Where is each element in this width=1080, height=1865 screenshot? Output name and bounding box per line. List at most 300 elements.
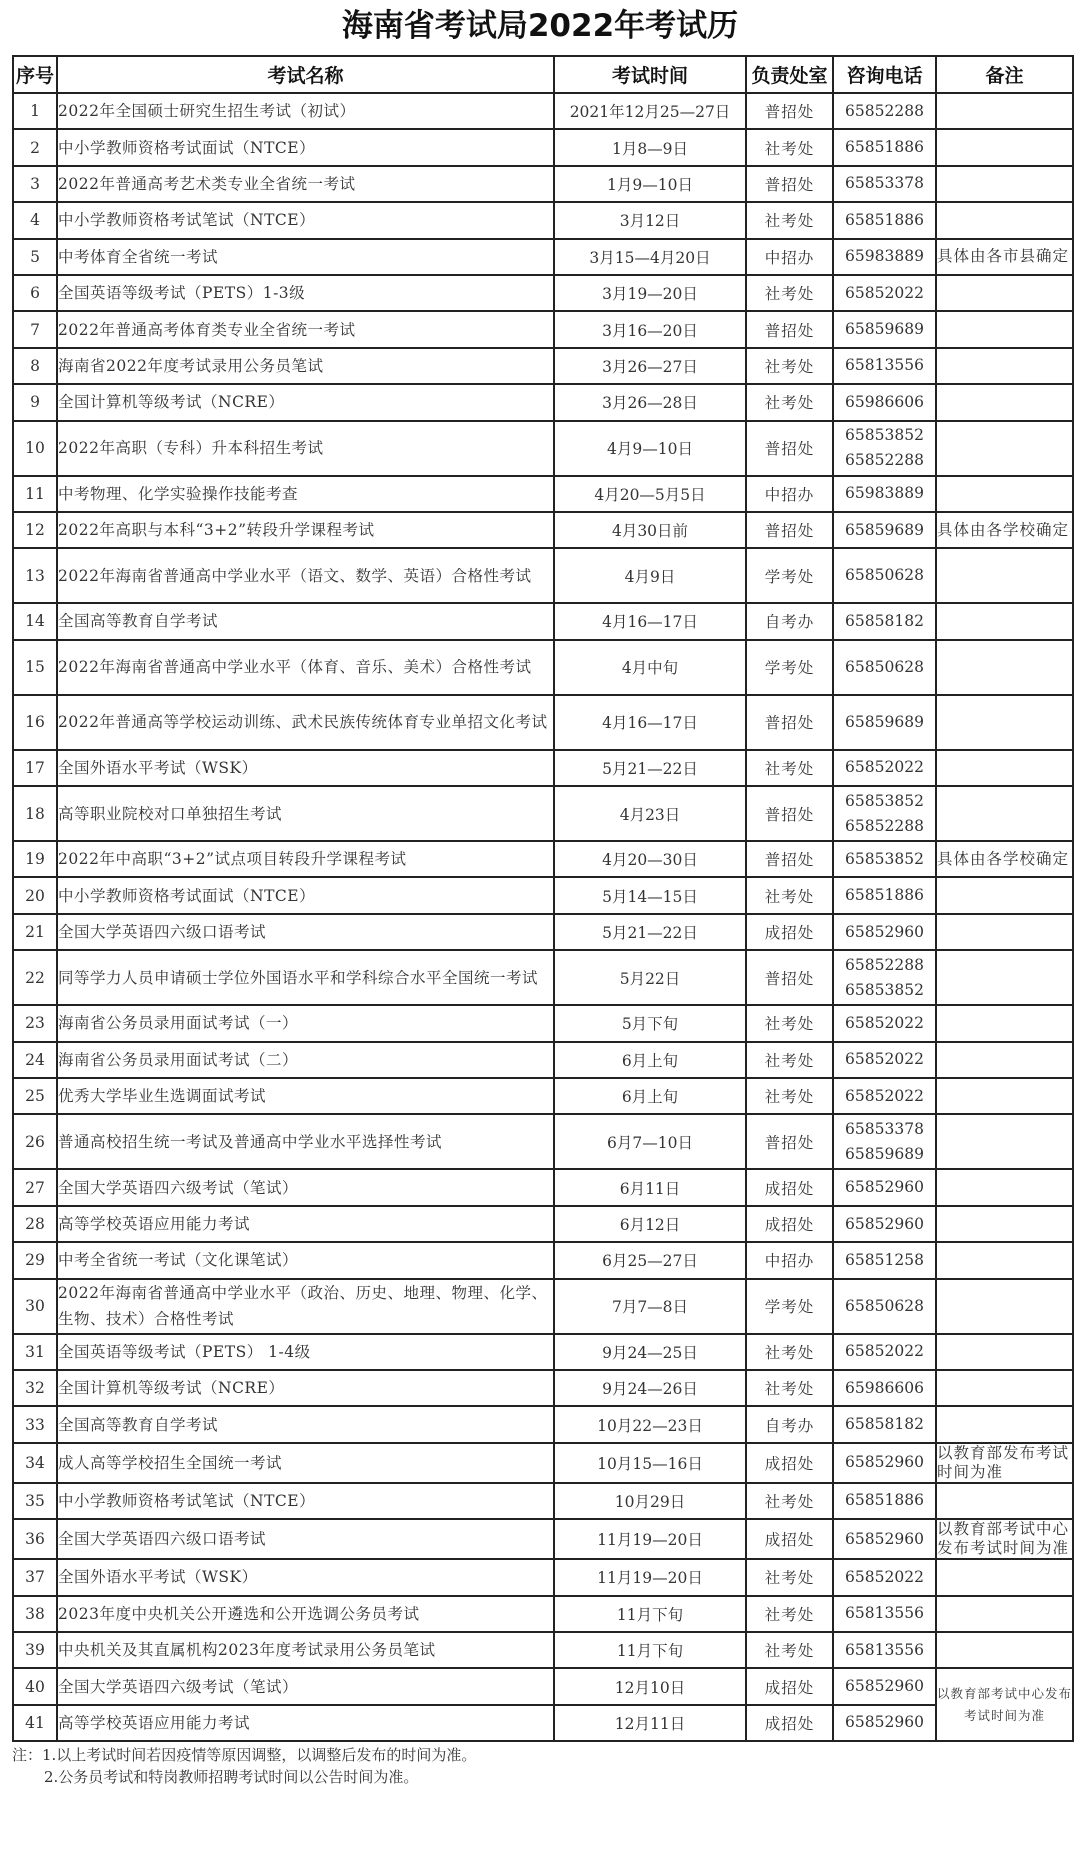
phone-cell [833, 202, 936, 238]
phone-cell [833, 1443, 936, 1483]
table-row [13, 1206, 1073, 1242]
phone-number: 65851886 [845, 210, 924, 229]
phone-number: 65851886 [845, 138, 924, 157]
row-number: 34 [13, 1443, 57, 1483]
note-cell [936, 1406, 1073, 1442]
table-header-row [13, 56, 1073, 93]
table-row [13, 1705, 1073, 1741]
exam-time: 12月10日 [554, 1668, 746, 1704]
phone-cell [833, 877, 936, 913]
exam-time: 3月16—20日 [554, 311, 746, 347]
note-cell [936, 384, 1073, 420]
exam-time: 6月上旬 [554, 1042, 746, 1078]
exam-name: 中考全省统一考试（文化课笔试） [57, 1242, 554, 1278]
phone-cell [833, 384, 936, 420]
exam-time: 4月23日 [554, 786, 746, 841]
row-number: 31 [13, 1334, 57, 1370]
note-cell [936, 640, 1073, 695]
note-cell [936, 202, 1073, 238]
table-row [13, 93, 1073, 129]
phone-cell [833, 93, 936, 129]
phone-cell [833, 950, 936, 1005]
row-number: 1 [13, 93, 57, 129]
phone-cell [833, 1114, 936, 1169]
exam-time: 6月12日 [554, 1206, 746, 1242]
exam-time: 4月中旬 [554, 640, 746, 695]
department: 普招处 [746, 421, 833, 476]
exam-name: 同等学力人员申请硕士学位外国语水平和学科综合水平全国统一考试 [57, 950, 554, 1005]
exam-time: 5月下旬 [554, 1005, 746, 1041]
exam-time: 6月25—27日 [554, 1242, 746, 1278]
department: 成招处 [746, 1519, 833, 1559]
exam-time: 12月11日 [554, 1705, 746, 1741]
exam-time: 4月9—10日 [554, 421, 746, 476]
phone-cell [833, 1206, 936, 1242]
department: 社考处 [746, 1042, 833, 1078]
table-row [13, 1483, 1073, 1519]
row-number: 40 [13, 1668, 57, 1704]
table-row [13, 877, 1073, 913]
phone-number: 65851258 [845, 1250, 924, 1269]
note-cell [936, 93, 1073, 129]
table-row [13, 275, 1073, 311]
note-cell [936, 914, 1073, 950]
phone-cell [833, 1406, 936, 1442]
department: 社考处 [746, 129, 833, 165]
exam-name: 2023年度中央机关公开遴选和公开选调公务员考试 [57, 1596, 554, 1632]
header-no: 序号 [13, 56, 57, 93]
department: 成招处 [746, 1206, 833, 1242]
exam-time: 9月24—25日 [554, 1334, 746, 1370]
department: 社考处 [746, 877, 833, 913]
phone-number: 65852960 [845, 1178, 924, 1197]
row-number: 14 [13, 603, 57, 639]
exam-time: 5月21—22日 [554, 750, 746, 786]
row-number: 26 [13, 1114, 57, 1169]
header-name: 考试名称 [57, 56, 554, 93]
note-cell [936, 1042, 1073, 1078]
exam-name: 全国大学英语四六级口语考试 [57, 1519, 554, 1559]
exam-time: 11月19—20日 [554, 1519, 746, 1559]
phone-number: 65852022 [845, 1050, 924, 1069]
table-row [13, 841, 1073, 877]
exam-time: 10月22—23日 [554, 1406, 746, 1442]
note-cell [936, 275, 1073, 311]
phone-cell [833, 1334, 936, 1370]
row-number: 28 [13, 1206, 57, 1242]
table-row [13, 1169, 1073, 1205]
note-cell [936, 750, 1073, 786]
phone-number: 65852288 [845, 816, 924, 835]
department: 社考处 [746, 275, 833, 311]
exam-name: 2022年中高职“3+2”试点项目转段升学课程考试 [57, 841, 554, 877]
department: 社考处 [746, 750, 833, 786]
phone-number: 65852022 [845, 758, 924, 777]
exam-name: 全国大学英语四六级口语考试 [57, 914, 554, 950]
exam-time: 1月8—9日 [554, 129, 746, 165]
phone-cell [833, 421, 936, 476]
department: 社考处 [746, 1596, 833, 1632]
table-row [13, 1632, 1073, 1668]
exam-time: 6月上旬 [554, 1078, 746, 1114]
note-cell: 以教育部发布考试时间为准 [936, 1443, 1073, 1483]
exam-name: 2022年高职与本科“3+2”转段升学课程考试 [57, 512, 554, 548]
row-number: 16 [13, 695, 57, 750]
table-body [13, 93, 1073, 1741]
note-cell [936, 1206, 1073, 1242]
exam-time: 4月20—5月5日 [554, 476, 746, 512]
department: 普招处 [746, 841, 833, 877]
exam-name: 全国外语水平考试（WSK） [57, 750, 554, 786]
note-cell: 具体由各学校确定 [936, 512, 1073, 548]
table-row [13, 202, 1073, 238]
phone-cell [833, 1279, 936, 1334]
table-row [13, 1519, 1073, 1559]
exam-name: 全国计算机等级考试（NCRE） [57, 1370, 554, 1406]
exam-name: 全国计算机等级考试（NCRE） [57, 384, 554, 420]
exam-time: 5月14—15日 [554, 877, 746, 913]
phone-number: 65852960 [845, 1214, 924, 1233]
phone-number: 65813556 [845, 356, 924, 375]
phone-number: 65853852 [845, 849, 924, 868]
exam-time: 4月30日前 [554, 512, 746, 548]
exam-name: 全国外语水平考试（WSK） [57, 1559, 554, 1595]
exam-name: 海南省公务员录用面试考试（二） [57, 1042, 554, 1078]
department: 社考处 [746, 1005, 833, 1041]
phone-number: 65852960 [845, 1677, 924, 1696]
table-row [13, 129, 1073, 165]
table-row [13, 1370, 1073, 1406]
table-row [13, 695, 1073, 750]
note-cell [936, 1559, 1073, 1595]
department: 普招处 [746, 93, 833, 129]
exam-name: 成人高等学校招生全国统一考试 [57, 1443, 554, 1483]
row-number: 39 [13, 1632, 57, 1668]
row-number: 10 [13, 421, 57, 476]
phone-number: 65858182 [845, 611, 924, 630]
exam-time: 10月29日 [554, 1483, 746, 1519]
department: 学考处 [746, 1279, 833, 1334]
row-number: 25 [13, 1078, 57, 1114]
table-row [13, 750, 1073, 786]
exam-name: 中小学教师资格考试面试（NTCE） [57, 877, 554, 913]
note-cell [936, 421, 1073, 476]
phone-number: 65852022 [845, 1342, 924, 1361]
exam-time: 3月26—27日 [554, 348, 746, 384]
exam-name: 中央机关及其直属机构2023年度考试录用公务员笔试 [57, 1632, 554, 1668]
phone-cell [833, 1370, 936, 1406]
exam-time: 10月15—16日 [554, 1443, 746, 1483]
table-row [13, 1114, 1073, 1169]
phone-number: 65852960 [845, 922, 924, 941]
row-number: 18 [13, 786, 57, 841]
department: 中招办 [746, 239, 833, 275]
exam-time: 4月9日 [554, 548, 746, 603]
phone-number: 65852022 [845, 283, 924, 302]
phone-cell [833, 1078, 936, 1114]
phone-cell [833, 1483, 936, 1519]
phone-cell [833, 548, 936, 603]
department: 中招办 [746, 1242, 833, 1278]
row-number: 9 [13, 384, 57, 420]
department: 成招处 [746, 1169, 833, 1205]
row-number: 2 [13, 129, 57, 165]
phone-cell [833, 750, 936, 786]
exam-time: 11月下旬 [554, 1632, 746, 1668]
phone-cell [833, 1705, 936, 1741]
table-row [13, 1596, 1073, 1632]
phone-number: 65858182 [845, 1415, 924, 1434]
table-row [13, 640, 1073, 695]
department: 学考处 [746, 548, 833, 603]
table-row [13, 1334, 1073, 1370]
phone-cell [833, 476, 936, 512]
phone-number: 65859689 [845, 712, 924, 731]
department: 成招处 [746, 1443, 833, 1483]
table-row [13, 476, 1073, 512]
header-phone: 咨询电话 [833, 56, 936, 93]
row-number: 5 [13, 239, 57, 275]
phone-cell [833, 1519, 936, 1559]
note-cell [936, 1114, 1073, 1169]
department: 自考办 [746, 1406, 833, 1442]
exam-name: 2022年全国硕士研究生招生考试（初试） [57, 93, 554, 129]
note-cell [936, 348, 1073, 384]
row-number: 24 [13, 1042, 57, 1078]
table-row [13, 512, 1073, 548]
note-cell: 以教育部考试中心发布考试时间为准 [936, 1519, 1073, 1559]
row-number: 15 [13, 640, 57, 695]
table-row [13, 1042, 1073, 1078]
row-number: 8 [13, 348, 57, 384]
table-row [13, 1005, 1073, 1041]
table-row [13, 421, 1073, 476]
phone-cell [833, 239, 936, 275]
department: 中招办 [746, 476, 833, 512]
phone-number: 65853852 [845, 980, 924, 999]
department: 普招处 [746, 695, 833, 750]
phone-cell [833, 786, 936, 841]
exam-name: 2022年普通高考艺术类专业全省统一考试 [57, 166, 554, 202]
table-row [13, 348, 1073, 384]
department: 社考处 [746, 1483, 833, 1519]
exam-name: 全国英语等级考试（PETS） 1-4级 [57, 1334, 554, 1370]
phone-cell [833, 512, 936, 548]
exam-time: 3月12日 [554, 202, 746, 238]
note-cell [936, 311, 1073, 347]
row-number: 27 [13, 1169, 57, 1205]
row-number: 41 [13, 1705, 57, 1741]
footnotes [12, 1744, 476, 1788]
phone-number: 65850628 [845, 657, 924, 676]
note-cell [936, 1334, 1073, 1370]
exam-time: 4月20—30日 [554, 841, 746, 877]
phone-number: 65986606 [845, 1378, 924, 1397]
department: 成招处 [746, 1668, 833, 1704]
exam-time: 6月7—10日 [554, 1114, 746, 1169]
note-cell [936, 1078, 1073, 1114]
department: 社考处 [746, 384, 833, 420]
table-row [13, 1242, 1073, 1278]
phone-number: 65853378 [845, 174, 924, 193]
exam-name: 中考体育全省统一考试 [57, 239, 554, 275]
phone-number: 65813556 [845, 1640, 924, 1659]
note-cell [936, 166, 1073, 202]
exam-name: 全国英语等级考试（PETS）1-3级 [57, 275, 554, 311]
phone-number: 65851886 [845, 1491, 924, 1510]
exam-calendar-table [12, 55, 1074, 1742]
exam-time: 11月19—20日 [554, 1559, 746, 1595]
exam-name: 优秀大学毕业生选调面试考试 [57, 1078, 554, 1114]
department: 普招处 [746, 311, 833, 347]
exam-name: 高等学校英语应用能力考试 [57, 1206, 554, 1242]
row-number: 32 [13, 1370, 57, 1406]
phone-number: 65853378 [845, 1119, 924, 1138]
department: 社考处 [746, 1559, 833, 1595]
row-number: 17 [13, 750, 57, 786]
phone-number: 65851886 [845, 886, 924, 905]
exam-time: 2021年12月25—27日 [554, 93, 746, 129]
phone-number: 65853852 [845, 791, 924, 810]
department: 普招处 [746, 512, 833, 548]
row-number: 12 [13, 512, 57, 548]
note-cell [936, 1169, 1073, 1205]
phone-cell [833, 914, 936, 950]
phone-cell [833, 1668, 936, 1704]
phone-cell [833, 1005, 936, 1041]
exam-time: 1月9—10日 [554, 166, 746, 202]
note-cell [936, 786, 1073, 841]
phone-cell [833, 603, 936, 639]
exam-time: 3月19—20日 [554, 275, 746, 311]
phone-cell [833, 695, 936, 750]
table-row [13, 1559, 1073, 1595]
footnote-2: 2.公务员考试和特岗教师招聘考试时间以公告时间为准。 [44, 1768, 419, 1786]
department: 成招处 [746, 1705, 833, 1741]
phone-number: 65852022 [845, 1013, 924, 1032]
table-row [13, 384, 1073, 420]
note-cell [936, 1005, 1073, 1041]
phone-cell [833, 275, 936, 311]
note-cell [936, 129, 1073, 165]
phone-number: 65986606 [845, 392, 924, 411]
exam-name: 中考物理、化学实验操作技能考查 [57, 476, 554, 512]
note-cell [936, 877, 1073, 913]
phone-number: 65983889 [845, 484, 924, 503]
note-cell [936, 1632, 1073, 1668]
table-row [13, 603, 1073, 639]
exam-name: 高等职业院校对口单独招生考试 [57, 786, 554, 841]
row-number: 36 [13, 1519, 57, 1559]
footnote-1: 注：1.以上考试时间若因疫情等原因调整，以调整后发布的时间为准。 [12, 1746, 477, 1764]
exam-time: 6月11日 [554, 1169, 746, 1205]
exam-name: 高等学校英语应用能力考试 [57, 1705, 554, 1741]
row-number: 6 [13, 275, 57, 311]
department: 普招处 [746, 166, 833, 202]
phone-cell [833, 1559, 936, 1595]
exam-time: 3月26—28日 [554, 384, 746, 420]
row-number: 33 [13, 1406, 57, 1442]
exam-name: 中小学教师资格考试笔试（NTCE） [57, 1483, 554, 1519]
phone-cell [833, 1596, 936, 1632]
page-title: 海南省考试局2022年考试历 [341, 8, 739, 44]
exam-name: 全国大学英语四六级考试（笔试） [57, 1169, 554, 1205]
row-number: 3 [13, 166, 57, 202]
phone-number: 65852960 [845, 1529, 924, 1548]
exam-time: 4月16—17日 [554, 695, 746, 750]
exam-time: 9月24—26日 [554, 1370, 746, 1406]
phone-cell [833, 348, 936, 384]
phone-cell [833, 1242, 936, 1278]
note-cell [936, 1483, 1073, 1519]
table-row [13, 548, 1073, 603]
exam-name: 全国大学英语四六级考试（笔试） [57, 1668, 554, 1704]
phone-number: 65852022 [845, 1567, 924, 1586]
exam-time: 3月15—4月20日 [554, 239, 746, 275]
phone-cell [833, 1042, 936, 1078]
phone-number: 65983889 [845, 247, 924, 266]
note-cell: 具体由各市县确定 [936, 239, 1073, 275]
note-cell: 具体由各学校确定 [936, 841, 1073, 877]
note-cell [936, 548, 1073, 603]
row-number: 30 [13, 1279, 57, 1334]
phone-number: 65859689 [845, 1144, 924, 1163]
exam-time: 5月22日 [554, 950, 746, 1005]
department: 成招处 [746, 914, 833, 950]
note-cell [936, 1242, 1073, 1278]
row-number: 11 [13, 476, 57, 512]
row-number: 4 [13, 202, 57, 238]
exam-name: 2022年海南省普通高中学业水平（政治、历史、地理、物理、化学、生物、技术）合格性考试 [57, 1279, 554, 1334]
exam-name: 全国高等教育自学考试 [57, 1406, 554, 1442]
table-row [13, 239, 1073, 275]
table-row [13, 786, 1073, 841]
row-number: 38 [13, 1596, 57, 1632]
exam-time: 11月下旬 [554, 1596, 746, 1632]
phone-cell [833, 1169, 936, 1205]
row-number: 13 [13, 548, 57, 603]
phone-number: 65852288 [845, 955, 924, 974]
exam-name: 普通高校招生统一考试及普通高中学业水平选择性考试 [57, 1114, 554, 1169]
note-cell [936, 1596, 1073, 1632]
department: 普招处 [746, 950, 833, 1005]
exam-name: 2022年普通高考体育类专业全省统一考试 [57, 311, 554, 347]
department: 普招处 [746, 1114, 833, 1169]
exam-time: 7月7—8日 [554, 1279, 746, 1334]
row-number: 29 [13, 1242, 57, 1278]
row-number: 21 [13, 914, 57, 950]
row-number: 20 [13, 877, 57, 913]
phone-number: 65852960 [845, 1453, 924, 1472]
department: 学考处 [746, 640, 833, 695]
phone-cell [833, 311, 936, 347]
phone-cell [833, 166, 936, 202]
table-row [13, 1406, 1073, 1442]
note-cell [936, 1279, 1073, 1334]
row-number: 35 [13, 1483, 57, 1519]
department: 社考处 [746, 1370, 833, 1406]
header-dept: 负责处室 [746, 56, 833, 93]
header-time: 考试时间 [554, 56, 746, 93]
note-cell [936, 603, 1073, 639]
table-row [13, 166, 1073, 202]
department: 社考处 [746, 348, 833, 384]
exam-name: 2022年高职（专科）升本科招生考试 [57, 421, 554, 476]
phone-number: 65859689 [845, 320, 924, 339]
table-row [13, 914, 1073, 950]
phone-number: 65850628 [845, 566, 924, 585]
phone-number: 65850628 [845, 1296, 924, 1315]
